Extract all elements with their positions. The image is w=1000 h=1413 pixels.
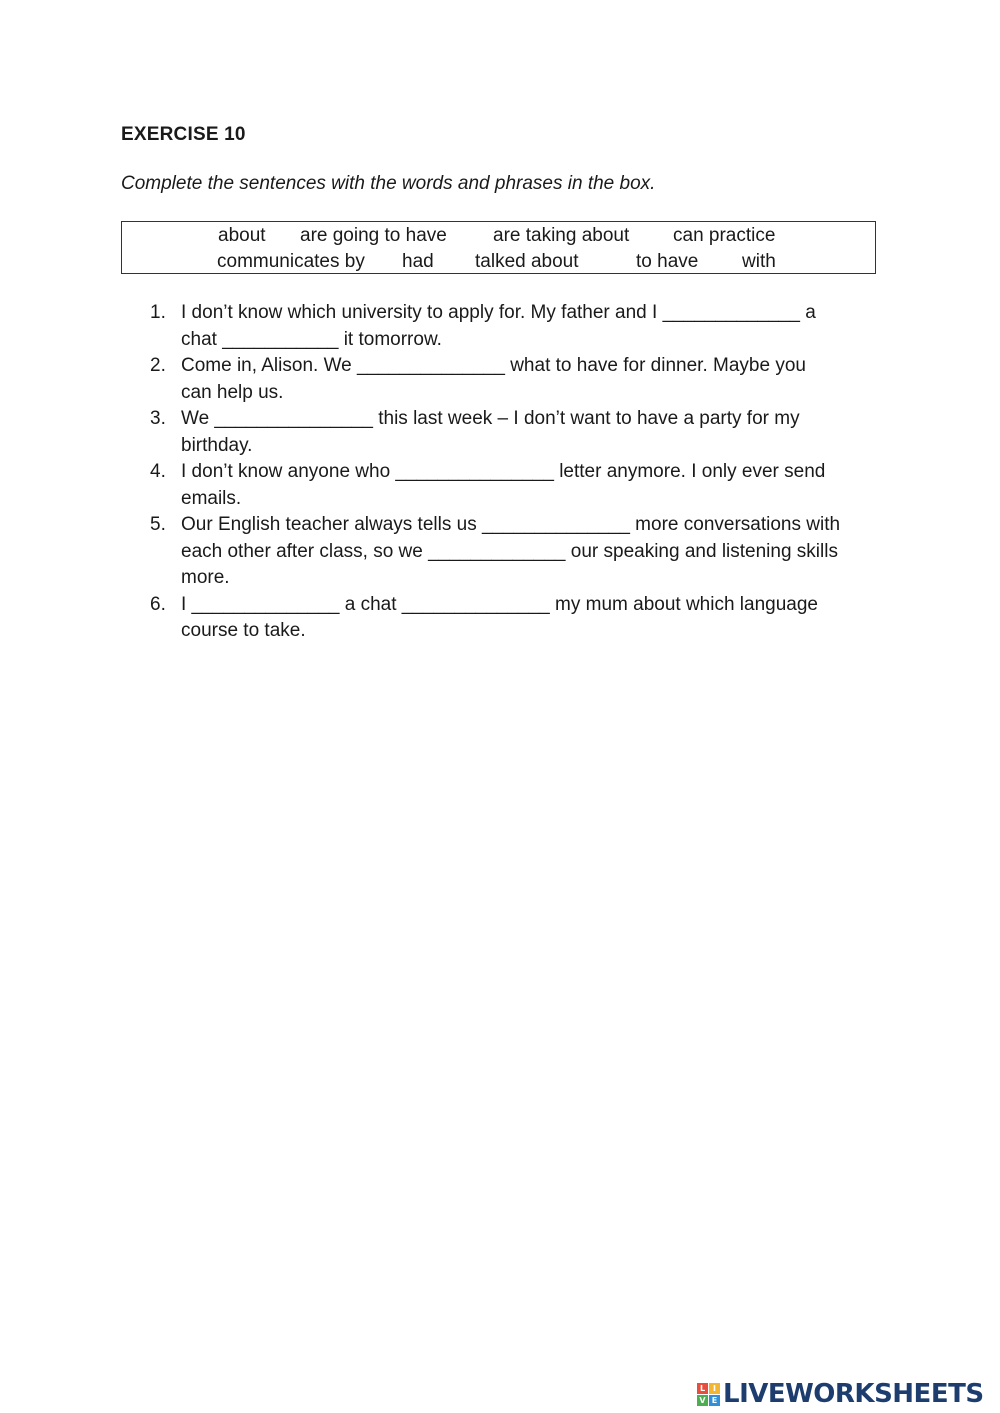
- instruction-text: Complete the sentences with the words and phrases in the box.: [121, 173, 656, 194]
- question-text-line: We _______________ this last week – I don’t want to have a party for my: [181, 408, 800, 429]
- question-number: 4.: [150, 461, 166, 482]
- question-text-line: I don’t know anyone who _______________ letter anymore. I only ever send: [181, 461, 826, 482]
- word-with: with: [742, 251, 776, 272]
- word-communicates-by: communicates by: [217, 251, 365, 272]
- liveworksheets-logo-text: LIVEWORKSHEETS: [723, 1379, 984, 1409]
- question-text-line: each other after class, so we _____________ our speaking and listening skills: [181, 540, 838, 562]
- question-number: 3.: [150, 408, 166, 429]
- question-text-line: I ______________ a chat ______________ my mum about which language: [181, 593, 819, 615]
- word-are-going-to-have: are going to have: [300, 225, 447, 246]
- word-are-taking-about: are taking about: [493, 225, 630, 246]
- word-box: [121, 221, 876, 274]
- question-text-line: chat ___________ it tomorrow.: [181, 328, 442, 350]
- question-number: 1.: [150, 302, 166, 323]
- question-text-line: Come in, Alison. We ______________ what to have for dinner. Maybe you: [181, 355, 806, 376]
- word-can-practice: can practice: [673, 225, 776, 246]
- question-text-line: more.: [181, 567, 230, 588]
- exercise-title: EXERCISE 10: [121, 124, 246, 145]
- question-number: 2.: [150, 355, 166, 376]
- question-list: [150, 300, 880, 645]
- word-about: about: [218, 225, 266, 246]
- logo-letter-tile: L: [697, 1383, 708, 1394]
- question-text-line: I don’t know which university to apply for. My father and I _____________ a: [181, 302, 816, 323]
- logo-letter-tile: E: [709, 1395, 720, 1406]
- question-4: [150, 459, 880, 512]
- liveworksheets-logo-icon: [697, 1383, 720, 1406]
- logo-letter-tile: I: [709, 1383, 720, 1394]
- logo-letter-tile: V: [697, 1395, 708, 1406]
- question-5: [150, 512, 880, 592]
- word-talked-about: talked about: [475, 251, 579, 272]
- word-to-have: to have: [636, 251, 699, 272]
- question-1: [150, 300, 880, 353]
- question-6: [150, 592, 880, 645]
- question-text-line: birthday.: [181, 434, 253, 456]
- question-text-line: emails.: [181, 487, 242, 509]
- word-had: had: [402, 251, 434, 272]
- question-2: [150, 353, 880, 406]
- question-number: 6.: [150, 593, 166, 615]
- question-text-line: course to take.: [181, 620, 306, 641]
- question-text-line: Our English teacher always tells us ______________ more conversations with: [181, 514, 841, 535]
- question-number: 5.: [150, 514, 166, 535]
- liveworksheets-logo[interactable]: [697, 1378, 984, 1410]
- question-3: [150, 406, 880, 459]
- question-text-line: can help us.: [181, 381, 284, 403]
